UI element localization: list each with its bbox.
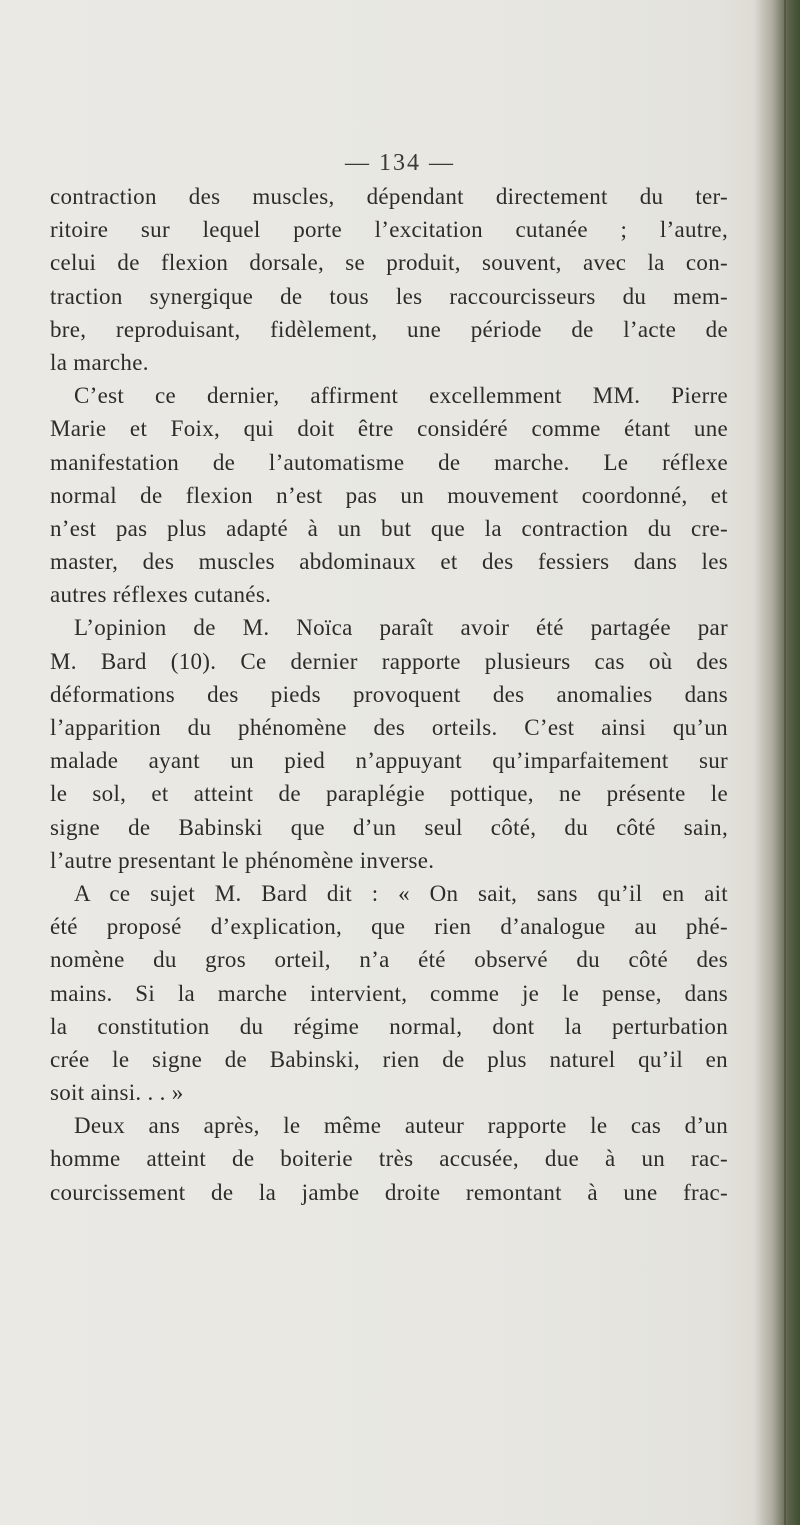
- page-edge-shadow: [754, 0, 800, 1525]
- text-line: crée le signe de Babinski, rien de plus naturel qu’il en: [50, 1046, 728, 1072]
- text-line: été proposé d’explication, que rien d’analogue au phé-: [50, 914, 728, 940]
- text-line: homme atteint de boiterie très accusée, due à un rac-: [50, 1146, 728, 1172]
- text-line: bre, reproduisant, fidèlement, une période de l’acte de: [50, 316, 728, 342]
- paragraph-start-line: Deux ans après, le même auteur rapporte le cas d’un: [74, 1113, 728, 1139]
- text-line: courcissement de la jambe droite remontant à une frac-: [50, 1179, 728, 1205]
- text-line: malade ayant un pied n’appuyant qu’imparfaitement sur: [50, 748, 728, 774]
- paragraph-start-line: C’est ce dernier, affirment excellemment MM. Pierre: [74, 383, 728, 409]
- paragraph-start-line: A ce sujet M. Bard dit : « On sait, sans qu’il en ait: [74, 880, 728, 906]
- page-number: — 134 —: [345, 150, 455, 176]
- text-line: mains. Si la marche intervient, comme je le pense, dans: [50, 980, 728, 1006]
- text-line: M. Bard (10). Ce dernier rapporte plusieurs cas où des: [50, 648, 728, 674]
- text-line: normal de flexion n’est pas un mouvement coordonné, et: [50, 482, 728, 508]
- text-line: manifestation de l’automatisme de marche. Le réflexe: [50, 449, 728, 475]
- text-line: ritoire sur lequel porte l’excitation cutanée ; l’autre,: [50, 217, 728, 243]
- text-line: l’autre presentant le phénomène inverse.: [50, 847, 435, 873]
- text-line: déformations des pieds provoquent des anomalies dans: [50, 681, 728, 707]
- paragraph-start-line: L’opinion de M. Noïca paraît avoir été partagée par: [74, 615, 728, 641]
- text-line: signe de Babinski que d’un seul côté, du côté sain,: [50, 814, 728, 840]
- text-line: le sol, et atteint de paraplégie pottique, ne présente le: [50, 781, 728, 807]
- text-line: n’est pas plus adapté à un but que la contraction du cre-: [50, 515, 728, 541]
- text-line: la constitution du régime normal, dont la perturbation: [50, 1013, 728, 1039]
- text-line: Marie et Foix, qui doit être considéré comme étant une: [50, 416, 728, 442]
- text-line: soit ainsi. . . »: [50, 1080, 184, 1106]
- text-line: l’apparition du phénomène des orteils. C’est ainsi qu’un: [50, 715, 728, 740]
- text-line: la marche.: [50, 349, 149, 375]
- body-text: [50, 180, 728, 1209]
- page-edge-line: [784, 0, 786, 1525]
- text-line: nomène du gros orteil, n’a été observé du côté des: [50, 947, 728, 973]
- text-line: traction synergique de tous les raccourcisseurs du mem-: [50, 283, 728, 309]
- text-line: celui de flexion dorsale, se produit, souvent, avec la con-: [50, 250, 728, 276]
- text-line: autres réflexes cutanés.: [50, 582, 272, 608]
- text-line: master, des muscles abdominaux et des fessiers dans les: [50, 549, 728, 575]
- text-line: contraction des muscles, dépendant directement du ter-: [50, 184, 728, 209]
